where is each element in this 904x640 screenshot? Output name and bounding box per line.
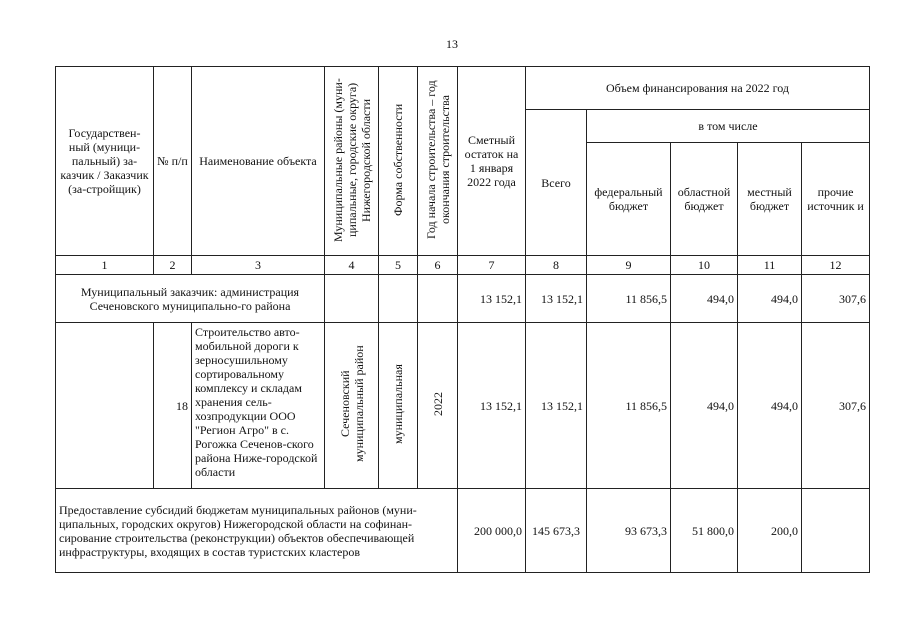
financing-table (55, 66, 870, 573)
header-federal: федеральный бюджет (587, 143, 671, 256)
subsidy-local: 200,0 (738, 489, 802, 573)
header-total: Всего (526, 110, 587, 256)
header-including: в том числе (587, 110, 870, 143)
object-district-text: Сеченовский муниципальный район (337, 345, 366, 463)
object-row (56, 323, 870, 489)
col-number: 9 (587, 256, 671, 275)
page-number: 13 (446, 37, 458, 51)
object-total: 13 152,1 (526, 323, 587, 489)
col-number: 6 (418, 256, 458, 275)
object-balance: 13 152,1 (458, 323, 526, 489)
object-local: 494,0 (738, 323, 802, 489)
customer-row (56, 275, 870, 323)
object-ownership-text: муниципальная (391, 364, 405, 444)
object-year-text: 2022 (430, 392, 445, 416)
object-ownership (379, 323, 418, 489)
header-local: местный бюджет (738, 143, 802, 256)
header-other: прочие источник и (802, 143, 870, 256)
object-name: Строительство авто-мобильной дороги к зерносушильному сортировальному комплексу и складам хранения сель-хозпродукции ООО "Регион Агро" в с. Рогожка Сеченов-ского района Ниже-городской области (192, 323, 325, 489)
col-number: 7 (458, 256, 526, 275)
header-years (418, 67, 458, 256)
header-ownership-text: Форма собственности (391, 103, 405, 216)
col-number: 10 (671, 256, 738, 275)
col-number: 2 (154, 256, 192, 275)
header-num: № п/п (154, 67, 192, 256)
customer-balance: 13 152,1 (458, 275, 526, 323)
object-num: 18 (154, 323, 192, 489)
header-districts-text: Муниципальные районы (муни-ципальные, городские округа) Нижегородской области (330, 77, 373, 242)
customer-label: Муниципальный заказчик: администрация Сеченовского муниципально-го района (56, 275, 325, 323)
empty-cell (418, 275, 458, 323)
subsidy-federal: 93 673,3 (587, 489, 671, 573)
subsidy-regional: 51 800,0 (671, 489, 738, 573)
customer-other: 307,6 (802, 275, 870, 323)
subsidy-label: Предоставление субсидий бюджетам муниципальных районов (муни-ципальных, городских округов) Нижегородской области на софинан-сирование строительства (реконструкции) объектов обеспечивающей инфраструктуры, входящих в состав туристских кластеров (56, 489, 458, 573)
subsidy-row (56, 489, 870, 573)
col-number: 1 (56, 256, 154, 275)
header-name: Наименование объекта (192, 67, 325, 256)
header-ownership (379, 67, 418, 256)
col-number: 4 (325, 256, 379, 275)
header-customer: Государствен-ный (муници-пальный) за-казчик / Заказчик (за-стройщик) (56, 67, 154, 256)
empty-cell (325, 275, 379, 323)
header-balance: Сметный остаток на 1 января 2022 года (458, 67, 526, 256)
object-regional: 494,0 (671, 323, 738, 489)
col-number: 11 (738, 256, 802, 275)
customer-local: 494,0 (738, 275, 802, 323)
customer-regional: 494,0 (671, 275, 738, 323)
empty-cell (56, 323, 154, 489)
subsidy-total: 145 673,3 (526, 489, 587, 573)
col-number: 12 (802, 256, 870, 275)
object-federal: 11 856,5 (587, 323, 671, 489)
col-number: 8 (526, 256, 587, 275)
header-regional: областной бюджет (671, 143, 738, 256)
object-district (325, 323, 379, 489)
header-years-text: Год начала строительства – год окончания строительства (423, 80, 452, 239)
customer-total: 13 152,1 (526, 275, 587, 323)
column-numbers-row (56, 256, 870, 275)
empty-cell (379, 275, 418, 323)
header-financing: Объем финансирования на 2022 год (526, 67, 870, 110)
customer-federal: 11 856,5 (587, 275, 671, 323)
col-number: 5 (379, 256, 418, 275)
object-other: 307,6 (802, 323, 870, 489)
subsidy-other (802, 489, 870, 573)
col-number: 3 (192, 256, 325, 275)
header-districts (325, 67, 379, 256)
subsidy-balance: 200 000,0 (458, 489, 526, 573)
object-year (418, 323, 458, 489)
